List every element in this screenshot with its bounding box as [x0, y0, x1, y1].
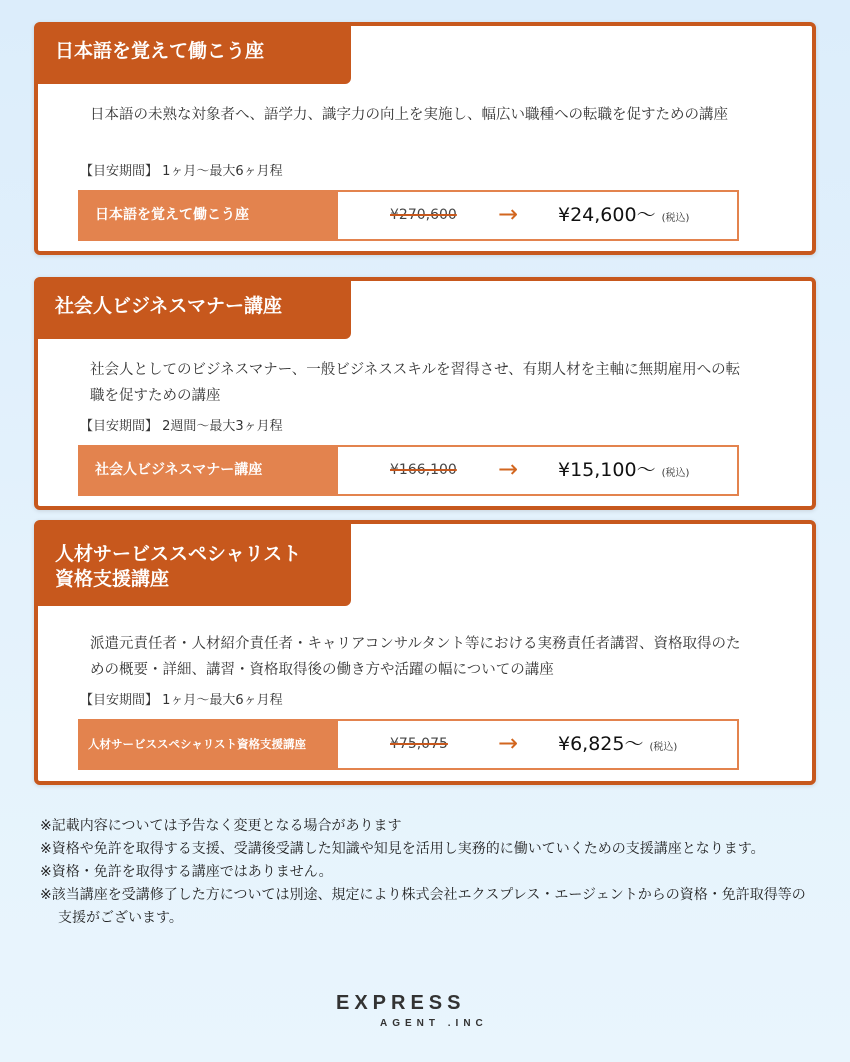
logo-line2: AGENT .INC — [380, 1018, 488, 1029]
price-row — [78, 719, 739, 770]
course-description: 派遣元責任者・人材紹介責任者・キャリアコンサルタント等における実務責任者講習、資格取得のための概要・詳細、講習・資格取得後の働き方や活躍の幅についての講座 — [90, 636, 741, 678]
note-item: ※資格・免許を取得する講座ではありません。 — [40, 864, 333, 880]
old-price: ¥75,075 — [390, 736, 448, 752]
course-description: 日本語の未熟な対象者へ、語学力、識字力の向上を実施し、幅広い職種への転職を促すための講座 — [90, 107, 728, 123]
new-price-value: ¥24,600～ — [558, 204, 656, 226]
course-card-hr-specialist — [34, 520, 816, 785]
price-row — [78, 190, 739, 241]
course-card-business-manner — [34, 277, 816, 510]
tax-label: (税込) — [661, 213, 690, 224]
new-price-value: ¥15,100～ — [558, 459, 656, 481]
old-price: ¥166,100 — [390, 462, 457, 478]
new-price — [558, 447, 689, 497]
new-price-value: ¥6,825～ — [558, 733, 644, 755]
price-label: 人材サービススペシャリスト資格支援講座 — [80, 721, 338, 768]
price-label: 日本語を覚えて働こう座 — [80, 192, 338, 239]
course-title — [38, 26, 351, 84]
course-title — [38, 524, 351, 606]
course-card-japanese — [34, 22, 816, 255]
course-description: 社会人としてのビジネスマナー、一般ビジネススキルを習得させ、有期人材を主軸に無期雇用への転職を促すための講座 — [90, 362, 741, 404]
note-item: ※記載内容については予告なく変更となる場合があります — [40, 818, 402, 834]
course-title-line1: 人材サービススペシャリスト — [55, 543, 302, 565]
course-title-text: 社会人ビジネスマナー講座 — [55, 295, 283, 317]
price-label: 社会人ビジネスマナー講座 — [80, 447, 338, 494]
tax-label: (税込) — [649, 742, 678, 753]
course-title-text: 日本語を覚えて働こう座 — [55, 40, 265, 62]
course-period: 【目安期間】 1ヶ月～最大6ヶ月程 — [80, 164, 283, 179]
note-item: ※該当講座を受講修了した方については別途、規定により株式会社エクスプレス・エージェントからの資格・免許取得等の支援がございます。 — [40, 887, 806, 926]
tax-label: (税込) — [661, 468, 690, 479]
new-price — [558, 192, 689, 242]
course-title-line2: 資格支援講座 — [55, 568, 170, 590]
express-agent-logo — [336, 992, 514, 1032]
arrow-right-icon: → — [498, 729, 519, 757]
arrow-right-icon: → — [498, 200, 519, 228]
price-row — [78, 445, 739, 496]
course-period: 【目安期間】 1ヶ月～最大6ヶ月程 — [80, 693, 283, 708]
course-period: 【目安期間】 2週間～最大3ヶ月程 — [80, 419, 283, 434]
old-price: ¥270,600 — [390, 207, 457, 223]
arrow-right-icon: → — [498, 455, 519, 483]
course-title — [38, 281, 351, 339]
logo-line1: EXPRESS — [336, 992, 466, 1014]
new-price — [558, 721, 677, 771]
note-item: ※資格や免許を取得する支援、受講後受講した知識や知見を活用し実務的に働いていくための支援講座となります。 — [40, 841, 765, 857]
notes-list — [40, 815, 810, 930]
